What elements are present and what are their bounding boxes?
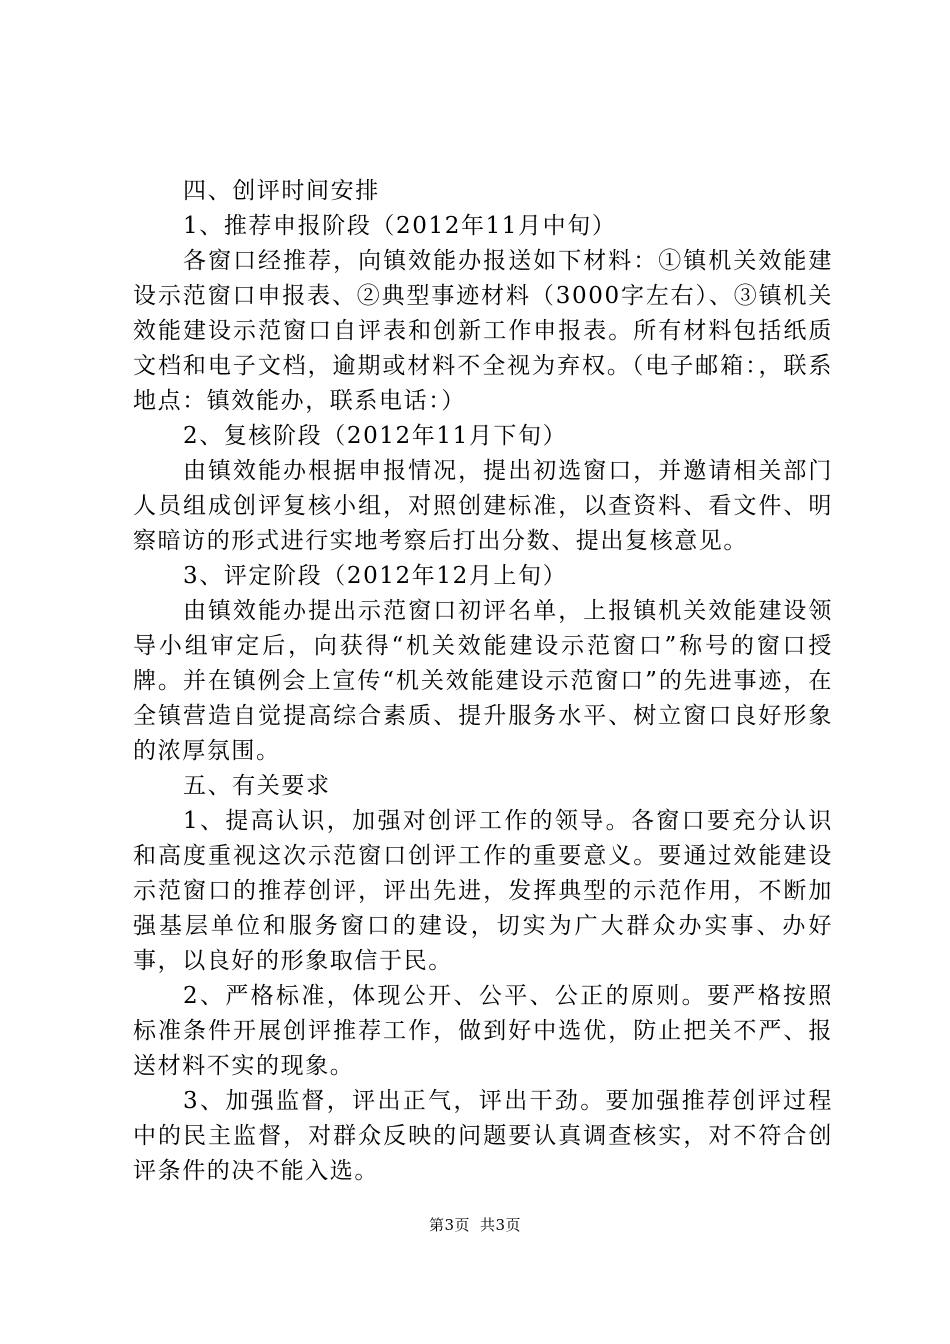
- section-heading-requirements: 五、有关要求: [183, 773, 331, 799]
- paragraph-requirement-1: 1、提高认识，加强对创评工作的领导。各窗口要充分认识和高度重视这次示范窗口创评工作的重要意义。要通过效能建设示范窗口的推荐创评，评出先进，发挥典型的示范作用，不断加强基层单位和服务窗口的建设，切实为广大群众办实事、办好事，以良好的形象取信于民。: [133, 808, 833, 974]
- paragraph-review: 由镇效能办根据申报情况，提出初选窗口，并邀请相关部门人员组成创评复核小组，对照创建标准，以查资料、看文件、明察暗访的形式进行实地考察后打出分数、提出复核意见。: [133, 458, 833, 554]
- paragraph-requirement-3: 3、加强监督，评出正气，评出干劲。要加强推荐创评过程中的民主监督，对群众反映的问题要认真调查核实，对不符合创评条件的决不能入选。: [133, 1088, 833, 1184]
- document-body: [133, 174, 833, 1189]
- page-total: 共3页: [480, 1216, 522, 1234]
- subheading-recommend-stage: 1、推荐申报阶段（2012年11月中旬）: [183, 213, 617, 239]
- paragraph-recommend-materials: 各窗口经推荐，向镇效能办报送如下材料：①镇机关效能建设示范窗口申报表、②典型事迹材料（3000字左右）、③镇机关效能建设示范窗口自评表和创新工作申报表。所有材料包括纸质文档和电子文档，逾期或材料不全视为弃权。（电子邮箱：，联系地点：镇效能办，联系电话：）: [133, 248, 833, 414]
- section-heading-schedule: 四、创评时间安排: [183, 178, 380, 204]
- paragraph-requirement-2: 2、严格标准，体现公开、公平、公正的原则。要严格按照标准条件开展创评推荐工作，做到好中选优，防止把关不严、报送材料不实的现象。: [133, 983, 833, 1079]
- subheading-evaluation-stage: 3、评定阶段（2012年12月上旬）: [183, 563, 568, 589]
- subheading-review-stage: 2、复核阶段（2012年11月下旬）: [183, 423, 568, 449]
- paragraph-evaluation: 由镇效能办提出示范窗口初评名单，上报镇机关效能建设领导小组审定后，向获得“机关效能建设示范窗口”称号的窗口授牌。并在镇例会上宣传“机关效能建设示范窗口”的先进事迹，在全镇营造自觉提高综合素质、提升服务水平、树立窗口良好形象的浓厚氛围。: [133, 598, 833, 764]
- page-footer: [0, 1214, 950, 1235]
- page-number: 第3页: [428, 1216, 470, 1234]
